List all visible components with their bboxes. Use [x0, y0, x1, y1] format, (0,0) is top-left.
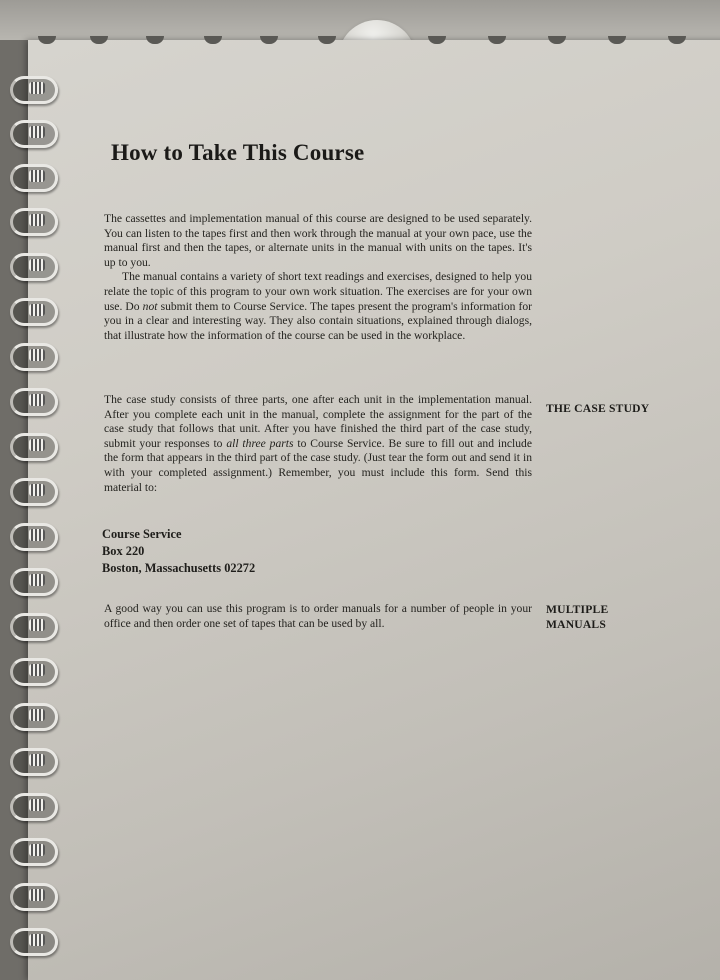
punch-hole	[90, 36, 108, 44]
multiple-manuals-section	[104, 602, 532, 631]
multiple-manuals-heading-line-2: MANUALS	[546, 618, 607, 631]
punch-hole	[318, 36, 336, 44]
multiple-manuals-heading-line-1: MULTIPLE	[546, 603, 609, 616]
punch-hole	[428, 36, 446, 44]
address-line-3: Boston, Massachusetts 02272	[102, 561, 256, 575]
punch-hole	[204, 36, 222, 44]
top-punch-holes	[28, 36, 720, 50]
punch-hole	[668, 36, 686, 44]
case-study-heading: THE CASE STUDY	[546, 402, 650, 415]
multiple-manuals-heading	[546, 602, 608, 632]
document-page	[28, 40, 720, 980]
spiral-ring	[10, 253, 58, 281]
spiral-ring	[10, 928, 58, 956]
spiral-ring	[10, 343, 58, 371]
spiral-ring	[10, 703, 58, 731]
intro-paragraph-2-emphasis: not	[142, 299, 158, 313]
spiral-ring	[10, 478, 58, 506]
punch-hole	[608, 36, 626, 44]
spiral-ring	[10, 748, 58, 776]
address-line-2: Box 220	[102, 544, 145, 558]
spiral-ring	[10, 613, 58, 641]
case-study-text-start: The case study consists of three parts, one after each unit in the implementation manual. After you complete each unit in the manual, complete the assignment for the part of the case study that follows that unit. After you have finished the third part of the case study, submit your responses to	[104, 393, 532, 450]
intro-paragraph-2	[104, 270, 532, 343]
spiral-ring	[10, 568, 58, 596]
page-title: How to Take This Course	[111, 140, 365, 165]
spiral-ring	[10, 883, 58, 911]
punch-hole	[146, 36, 164, 44]
multiple-manuals-paragraph: A good way you can use this program is to order manuals for a number of people in your office and then order one set of tapes that can be used by all.	[104, 602, 532, 630]
address-line-1: Course Service	[102, 527, 182, 541]
mailing-address	[102, 526, 255, 577]
case-study-emphasis: all three parts	[226, 436, 294, 450]
spiral-ring	[10, 388, 58, 416]
case-study-text-end: to Course Service. Be sure to fill out and include the form that appears in the third part of the case study. (Just tear the form out and send it in with your completed assignment.) Remember, you must include this form. Send this material to:	[104, 436, 532, 494]
spiral-ring	[10, 164, 58, 192]
spiral-ring	[10, 658, 58, 686]
spiral-ring	[10, 433, 58, 461]
punch-hole	[260, 36, 278, 44]
spiral-ring	[10, 838, 58, 866]
spiral-binding	[0, 40, 60, 960]
intro-paragraph-1: The cassettes and implementation manual of this course are designed to be used separately. You can listen to the tapes first and then work through the manual at your own pace, use the manual first and then the tapes, or alternate units in the manual with units on the tapes. It's up to you.	[104, 212, 532, 269]
punch-hole	[548, 36, 566, 44]
punch-hole	[488, 36, 506, 44]
intro-section	[104, 212, 532, 343]
spiral-ring	[10, 208, 58, 236]
spiral-ring	[10, 120, 58, 148]
case-study-paragraph	[104, 393, 532, 495]
spiral-ring	[10, 76, 58, 104]
intro-paragraph-2-start: The manual contains a variety of short text readings and exercises, designed to help you relate the topic of this program to your own work situation. The exercises are for your own use. Do	[104, 270, 532, 313]
case-study-section	[104, 393, 532, 495]
spiral-ring	[10, 523, 58, 551]
spiral-ring	[10, 793, 58, 821]
spiral-ring	[10, 298, 58, 326]
intro-paragraph-2-end: submit them to Course Service. The tapes present the program's information for you in a clear and interesting way. They also contain situations, explained through dialogs, that illustrate how the information of the course can be used in the workplace.	[104, 299, 533, 342]
